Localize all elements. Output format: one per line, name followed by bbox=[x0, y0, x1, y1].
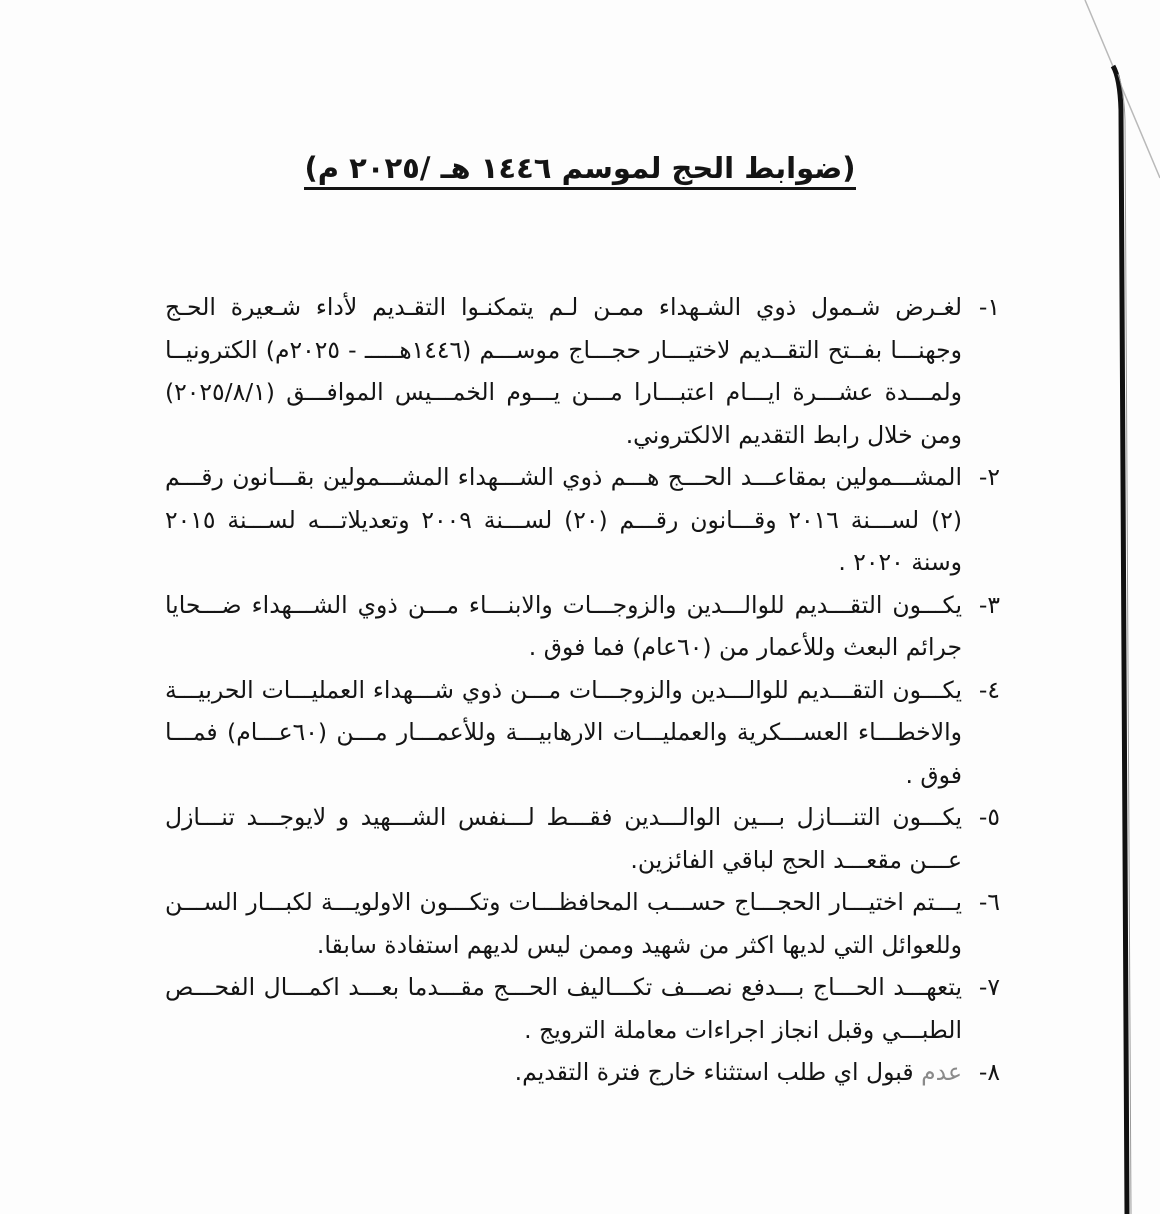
paper-edge-vertical-line bbox=[1113, 66, 1127, 1214]
rule-item-6 bbox=[165, 881, 1000, 966]
rule-number: ١- bbox=[978, 293, 1000, 321]
rule-text bbox=[165, 1051, 962, 1094]
rule-text: يكـــون التقـــديم للوالـــدين والزوجـــات والابنـــاء مـــن ذوي الشـــهداء ضـــحايا جرائم البعث وللأعمار من (٦٠عام) فما فوق . bbox=[165, 590, 962, 661]
rule-text: لغـرض شـمول ذوي الشـهداء ممـن لـم يتمكنـوا التقـديم لأداء شـعيرة الحـج وجهنـــا بفــتح التقــديم لاختيـــار حجـــاج موســـم (١٤٤٦هـــــ - ٢٠٢٥م) الكترونيــا ولمـــدة عشـــرة ايـــام اعتبـــارا مـــن يـــوم الخمـــيس الموافـــق (٢٠٢٥/٨/١) ومن خلال رابط التقديم الالكتروني. bbox=[165, 293, 962, 449]
rules-list bbox=[165, 286, 1000, 1094]
rule-item-3 bbox=[165, 584, 1000, 669]
rule-text: المشـــمولين بمقاعـــد الحـــج هـــم ذوي الشـــهداء المشـــمولين بقـــانون رقـــم (٢) لســـنة ٢٠١٦ وقـــانون رقـــم (٢٠) لســـنة ٢٠٠٩ وتعديلاتـــه لســـنة ٢٠١٥ وسنة ٢٠٢٠ . bbox=[165, 463, 963, 576]
rule-item-7 bbox=[165, 966, 1000, 1051]
paper-edge-inner-line bbox=[1118, 74, 1131, 1214]
rule-text: يكـــون التقـــديم للوالـــدين والزوجـــات مـــن ذوي شـــهداء العمليـــات الحربيـــة والاخطـــاء العســـكرية والعمليـــات الارهابيـــة وللأعمـــار مـــن (٦٠عـــام) فمـــا فوق . bbox=[165, 675, 962, 789]
rule-number: ٦- bbox=[978, 888, 1000, 916]
rule-number: ٨- bbox=[978, 1058, 1000, 1086]
rule-text: يـــتم اختيـــار الحجـــاج حســـب المحافظـــات وتكـــون الاولويـــة لكبـــار الســـن وللعوائل التي لديها اكثر من شهيد وممن ليس لديهم استفادة سابقا. bbox=[165, 888, 962, 959]
rule-number: ٧- bbox=[978, 973, 1000, 1001]
rule-item-4 bbox=[165, 669, 1000, 797]
document-title-text: (ضوابط الحج لموسم ١٤٤٦ هـ /٢٠٢٥ م) bbox=[304, 151, 855, 190]
paper-fold-diagonal-line bbox=[1085, 0, 1160, 178]
rule-number: ٥- bbox=[978, 803, 1000, 831]
rule-text-faded-word: عدم bbox=[921, 1058, 962, 1086]
rule-number: ٣- bbox=[978, 590, 1000, 619]
rule-number: ٢- bbox=[978, 463, 1000, 491]
rule-text: يتعهـــد الحـــاج بـــدفع نصـــف تكـــاليف الحـــج مقـــدما بعـــد اكمـــال الفحـــص الطبـــي وقبل انجاز اجراءات معاملة الترويج . bbox=[165, 973, 962, 1044]
rule-item-8 bbox=[165, 1051, 1000, 1094]
rule-item-5 bbox=[165, 796, 1000, 881]
rule-number: ٤- bbox=[978, 675, 1000, 704]
rule-text: يكـــون التنـــازل بـــين الوالـــدين فقـــط لـــنفس الشـــهيد و لايوجـــد تنـــازل عـــن مقعـــد الحج لباقي الفائزين. bbox=[165, 803, 962, 874]
rule-item-2 bbox=[165, 456, 1000, 584]
document-title bbox=[300, 148, 860, 188]
rule-item-1 bbox=[165, 286, 1000, 456]
rule-text-rest: قبول اي طلب استثناء خارج فترة التقديم. bbox=[514, 1058, 922, 1086]
